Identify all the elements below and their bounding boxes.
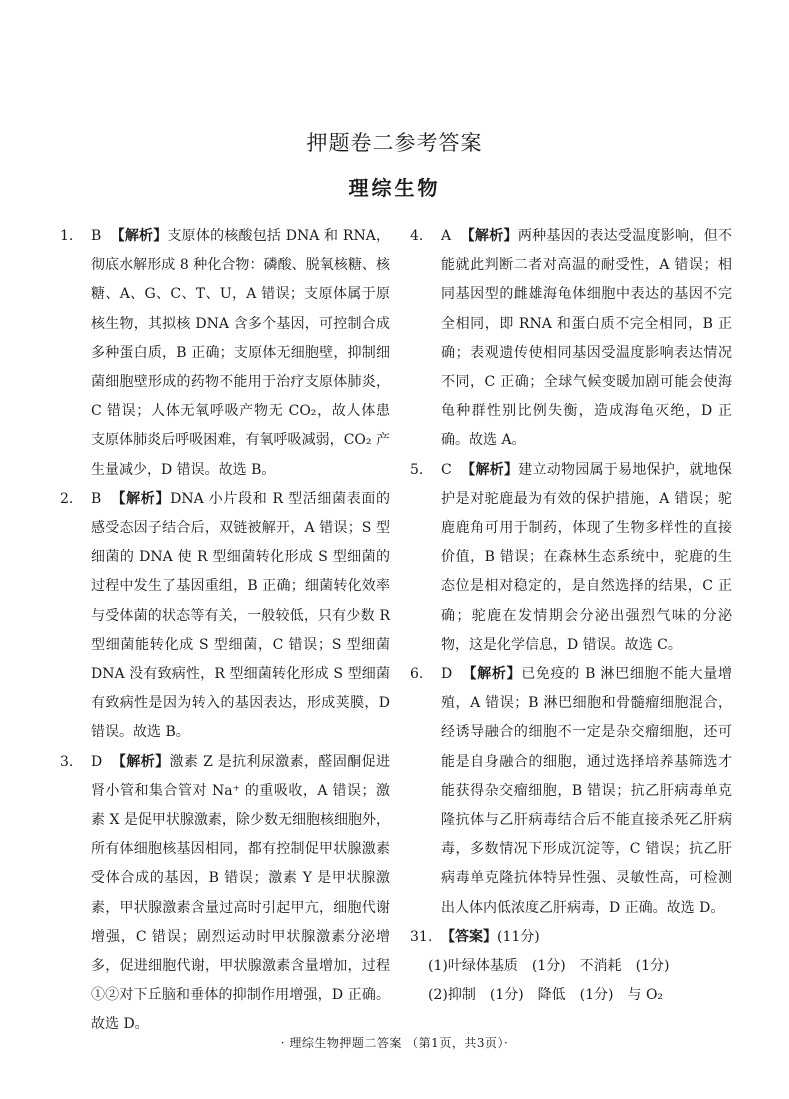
left-column: [60, 222, 390, 1040]
item-choice: D: [441, 666, 453, 683]
item-number: 4.: [410, 228, 424, 244]
answer-item-1: [60, 222, 390, 485]
analysis-tag: 【解析】: [111, 490, 171, 507]
answer-item-6: [410, 660, 732, 923]
item-choice: C: [441, 461, 452, 478]
item-text: 激素 Z 是抗利尿激素，醛固酮促进肾小管和集合管对 Na⁺ 的重吸收，A 错误；激素 X 是促甲状腺激素，除少数无细胞核细胞外，所有体细胞核基因相同，都有控制促甲状腺激素受体合成的基因，B 错误；激素 Y 是甲状腺激素，甲状腺激素含量过高时引起甲亢，细胞代谢增强，C 错误；剧烈运动时甲状腺激素分泌增多，促进细胞代谢，甲状腺激素含量增加，过程①②对下丘脑和垂体的抑制作用增强，D 正确。故选 D。: [91, 753, 390, 1033]
answer-line-1: (1)叶绿体基质 (1分) 不消耗 (1分): [428, 958, 670, 975]
item-text: 建立动物园属于易地保护，就地保护是对驼鹿最为有效的保护措施，A 错误；驼鹿鹿角可用于制药，体现了生物多样性的直接价值，B 错误；在森林生态系统中，驼鹿的生态位是相对稳定的，是自然选择的结果，C 正确；驼鹿在发情期会分泌出强烈气味的分泌物，这是化学信息，D 错误。故选 C。: [441, 461, 733, 653]
answer-item-31: [410, 923, 732, 952]
page-footer: · 理综生物押题二答案 （第1页，共3页）·: [280, 1036, 509, 1050]
answer-line-2: (2)抑制 (1分) 降低 (1分) 与 O₂: [428, 987, 664, 1004]
item-number: 5.: [410, 461, 424, 478]
analysis-tag: 【解析】: [460, 228, 518, 244]
analysis-tag: 【解析】: [462, 666, 522, 683]
item-choice: B: [91, 228, 102, 244]
answer-tag: 【答案】: [441, 928, 497, 945]
right-column: [410, 222, 732, 1010]
item-number: 31.: [410, 928, 433, 945]
item-number: 2.: [60, 490, 74, 507]
page-subtitle: 理综生物: [348, 176, 441, 200]
answer-item-2: [60, 485, 390, 748]
item-score: (11分): [497, 928, 540, 945]
analysis-tag: 【解析】: [461, 461, 519, 478]
item-number: 6.: [410, 666, 424, 683]
answer-item-5: [410, 456, 732, 660]
item-choice: A: [441, 228, 452, 244]
item-text: DNA 小片段和 R 型活细菌表面的感受态因子结合后，双链被解开，A 错误；S 型细菌的 DNA 使 R 型细菌转化形成 S 型细菌的过程中发生了基因重组，B 正确；细菌转化效率与受体菌的状态等有关，一般较低，只有少数 R 型细菌能转化成 S 型细菌，C 错误；S 型细菌 DNA 没有致病性，R 型细菌转化形成 S 型细菌有致病性是因为转入的基因表达，形成荚膜，D 错误。故选 B。: [91, 490, 390, 741]
item-text: 支原体的核酸包括 DNA 和 RNA，彻底水解形成 8 种化合物：磷酸、脱氧核糖、核糖、A、G、C、T、U，A 错误；支原体属于原核生物，其拟核 DNA 含多个基因，可控制合成多种蛋白质，B 正确；支原体无细胞壁，抑制细菌细胞壁形成的药物不能用于治疗支原体肺炎，C 错误；人体无氧呼吸产物无 CO₂，故人体患支原体肺炎后呼吸困难，有氧呼吸减弱，CO₂ 产生量减少，D 错误。故选 B。: [91, 228, 391, 478]
item-choice: B: [91, 490, 102, 507]
page-title: 押题卷二参考答案: [306, 131, 483, 155]
item-text: 两种基因的表达受温度影响，但不能就此判断二者对高温的耐受性，A 错误；相同基因型的雌雄海龟体细胞中表达的基因不完全相同，即 RNA 和蛋白质不完全相同，B 正确；表观遗传使相同基因受温度影响表达情况不同，C 正确；全球气候变暖加剧可能会使海龟种群性别比例失衡，造成海龟灭绝，D 正确。故选 A。: [441, 228, 733, 449]
item-text: 已免疫的 B 淋巴细胞不能大量增殖，A 错误；B 淋巴细胞和骨髓瘤细胞混合，经诱导融合的细胞不一定是杂交瘤细胞，还可能是自身融合的细胞，通过选择培养基筛选才能获得杂交瘤细胞，B 错误；抗乙肝病毒单克隆抗体与乙肝病毒结合后不能直接杀死乙肝病毒，多数情况下形成沉淀等，C 错误；抗乙肝病毒单克隆抗体特异性强、灵敏性高，可检测出人体内低浓度乙肝病毒，D 正确。故选 D。: [441, 666, 732, 916]
item-number: 3.: [60, 753, 74, 770]
answer-item-4: [410, 222, 732, 456]
answer-item-3: [60, 748, 390, 1040]
item-number: 1.: [60, 228, 74, 244]
analysis-tag: 【解析】: [111, 753, 170, 770]
analysis-tag: 【解析】: [110, 228, 168, 244]
item-choice: D: [91, 753, 103, 770]
